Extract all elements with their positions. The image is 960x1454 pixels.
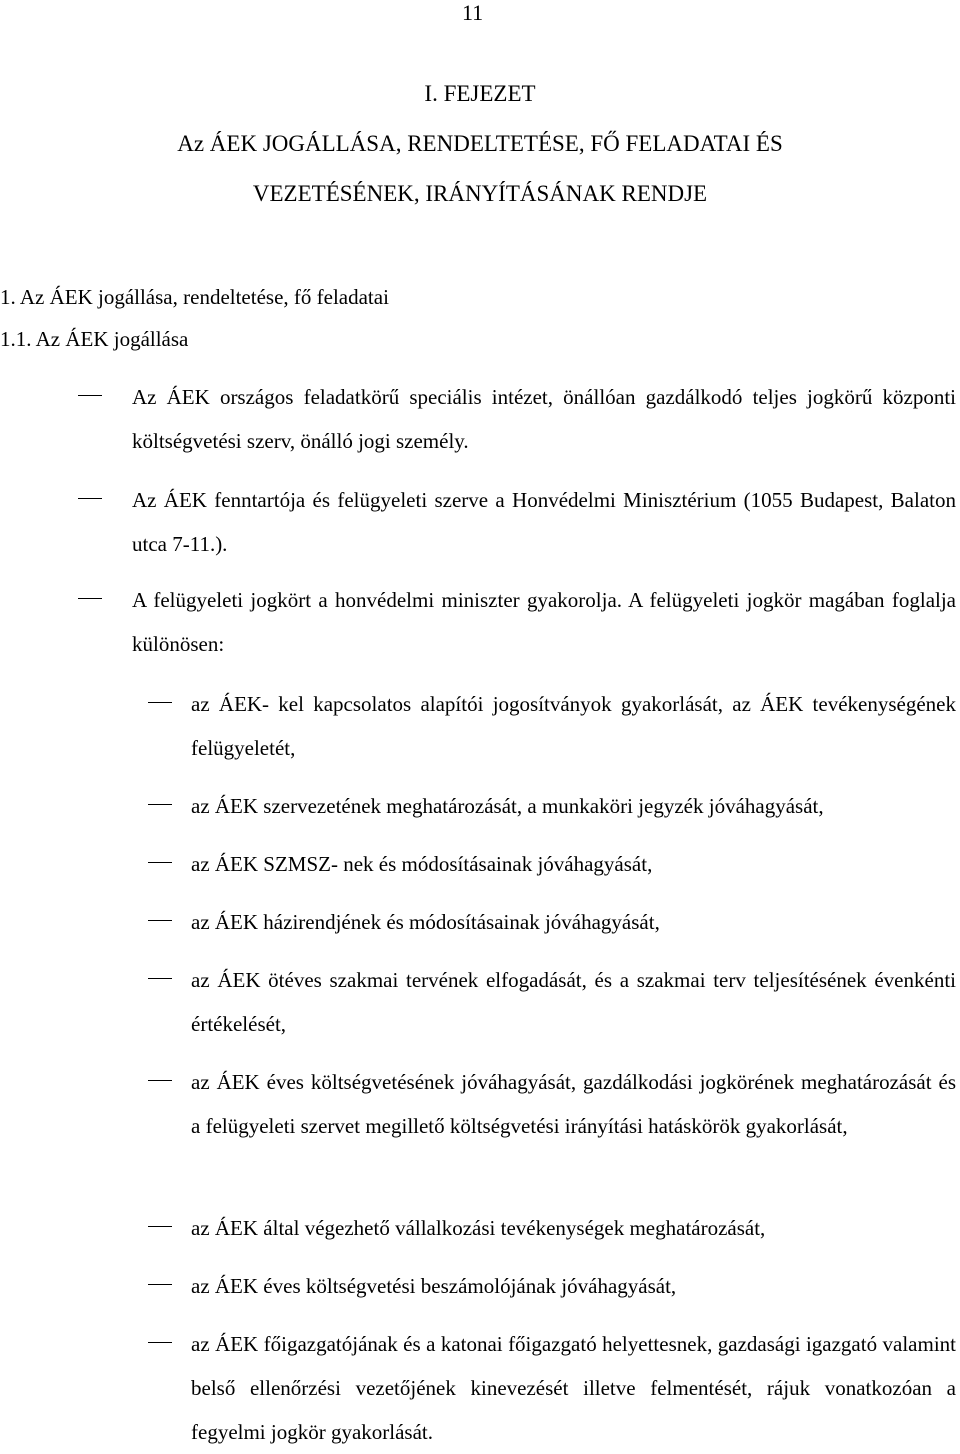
sub-list-item	[191, 842, 956, 886]
list-item-text: A felügyeleti jogkört a honvédelmi miniszter gyakorolja. A felügyeleti jogkör magában foglalja különösen:	[132, 588, 956, 656]
dash-bullet	[148, 920, 172, 921]
sub-list-item	[191, 900, 956, 944]
sub-list-item	[191, 958, 956, 1046]
list-item	[132, 578, 956, 666]
sub-list-item	[191, 1264, 956, 1308]
dash-bullet	[148, 702, 172, 703]
sub-list-item	[191, 1322, 956, 1454]
sub-list-item-text: az ÁEK által végezhető vállalkozási tevékenységek meghatározását,	[191, 1216, 766, 1240]
dash-bullet	[148, 1226, 172, 1227]
dash-bullet	[148, 978, 172, 979]
sub-list-item-text: az ÁEK- kel kapcsolatos alapítói jogosítványok gyakorlását, az ÁEK tevékenységének felügyeletét,	[191, 692, 956, 760]
chapter-title-line-2: VEZETÉSÉNEK, IRÁNYÍTÁSÁNAK RENDJE	[252, 181, 708, 206]
sub-list-item-text: az ÁEK szervezetének meghatározását, a munkaköri jegyzék jóváhagyását,	[191, 794, 824, 818]
dash-bullet	[148, 1284, 172, 1285]
sub-list-item-text: az ÁEK ötéves szakmai tervének elfogadását, és a szakmai terv teljesítésének évenkénti értékelését,	[191, 968, 956, 1036]
chapter-title-line-1: Az ÁEK JOGÁLLÁSA, RENDELTETÉSE, FŐ FELADATAI ÉS	[177, 131, 783, 156]
sub-list-item	[191, 784, 956, 828]
sub-list-item	[191, 682, 956, 770]
list-item-text: Az ÁEK fenntartója és felügyeleti szerve a Honvédelmi Minisztérium (1055 Budapest, Balaton utca 7-11.).	[132, 488, 956, 556]
dash-bullet	[78, 598, 102, 599]
subsection-heading: 1.1. Az ÁEK jogállása	[0, 327, 189, 351]
dash-bullet	[78, 395, 102, 396]
dash-bullet	[148, 862, 172, 863]
sub-list-item-text: az ÁEK házirendjének és módosításainak jóváhagyását,	[191, 910, 660, 934]
dash-bullet	[148, 1080, 172, 1081]
chapter-label: I. FEJEZET	[424, 81, 536, 106]
list-item	[132, 478, 956, 566]
sub-list-item	[191, 1206, 956, 1250]
sub-list-item-text: az ÁEK éves költségvetési beszámolójának jóváhagyását,	[191, 1274, 677, 1298]
dash-bullet	[148, 804, 172, 805]
sub-list-item	[191, 1060, 956, 1148]
dash-bullet	[148, 1342, 172, 1343]
sub-list-item-text: az ÁEK éves költségvetésének jóváhagyását, gazdálkodási jogkörének meghatározását és a felügyeleti szervet megillető költségvetési irányítási hatáskörök gyakorlását,	[191, 1070, 956, 1138]
list-item	[132, 375, 956, 463]
list-item-text: Az ÁEK országos feladatkörű speciális intézet, önállóan gazdálkodó teljes jogkörű központi költségvetési szerv, önálló jogi személy.	[132, 385, 956, 453]
sub-list-item-text: az ÁEK SZMSZ- nek és módosításainak jóváhagyását,	[191, 852, 653, 876]
page-number: 11	[462, 0, 484, 25]
section-heading: 1. Az ÁEK jogállása, rendeltetése, fő feladatai	[0, 285, 389, 309]
dash-bullet	[78, 498, 102, 499]
sub-list-item-text: az ÁEK főigazgatójának és a katonai főigazgató helyettesnek, gazdasági igazgató valamint belső ellenőrzési vezetőjének kinevezését illetve felmentését, rájuk vonatkozóan a fegyelmi jogkör gyakorlását.	[191, 1332, 956, 1444]
